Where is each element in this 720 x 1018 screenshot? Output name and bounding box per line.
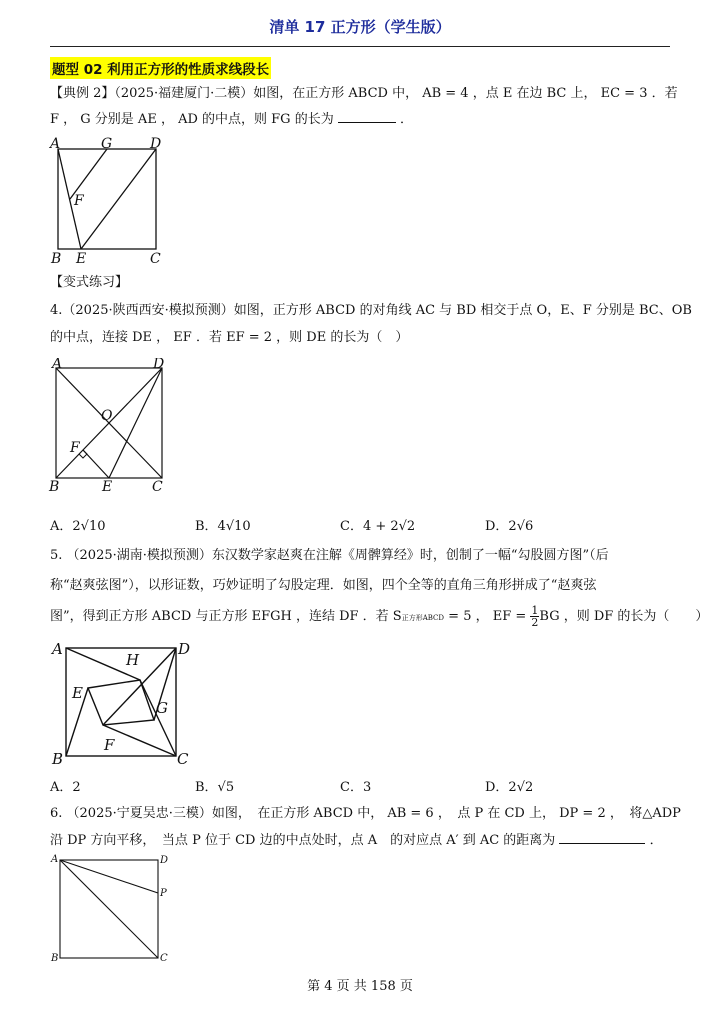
- variant-practice-label: 【变式练习】: [50, 275, 129, 290]
- q6-text-line-2: [50, 830, 672, 851]
- q6-text-line-1: 6. （2025·宁夏吴忠·三模）如图， 在正方形 ABCD 中， AB = 6 ， 点 P 在 CD 上， DP = 2 ， 将△ADP: [50, 806, 681, 821]
- q4-option-d[interactable]: D．2√6: [485, 519, 534, 534]
- q5-option-d[interactable]: D．2√2: [485, 780, 534, 795]
- label-c: C: [150, 251, 161, 266]
- q4-label-e: E: [102, 479, 113, 495]
- label-f: F: [74, 193, 84, 209]
- q4-text-line-1: 4.（2025·陕西西安·模拟预测）如图，正方形 ABCD 的对角线 AC 与 BD 相交于点 O，E、F 分别是 BC、OB: [50, 303, 692, 318]
- q6-line-2-text: 沿 DP 方向平移， 当点 P 位于 CD 边的中点处时，点 A 的对应点 A′ 到 AC 的距离为: [50, 833, 556, 848]
- q6-label-a: A: [51, 854, 59, 865]
- example-figure: [48, 134, 168, 266]
- label-a: A: [50, 136, 61, 152]
- q6-line-2-end: ．: [649, 833, 663, 848]
- q5-label-a: A: [52, 640, 63, 658]
- fraction-denominator: 2: [531, 616, 539, 629]
- document-header-title: 清单 17 正方形（学生版）: [269, 18, 451, 36]
- q6-figure: [48, 852, 176, 968]
- example-text-line-2: [50, 109, 672, 130]
- q4-text-line-2: 的中点，连接 DE ， EF ．若 EF = 2 ，则 DE 的长为（ ）: [50, 330, 409, 345]
- q5-label-e: E: [72, 684, 83, 702]
- q6-answer-blank: [559, 830, 645, 844]
- header-divider: [50, 46, 670, 47]
- q5-option-c[interactable]: C．3: [340, 780, 372, 795]
- q6-label-p: P: [160, 888, 167, 899]
- q5-line-3-mid: = 5 ， EF =: [444, 609, 531, 624]
- q5-option-b[interactable]: B．√5: [195, 780, 235, 795]
- q4-label-b: B: [49, 479, 60, 495]
- page-number-footer: 第 4 页 共 158 页: [307, 979, 413, 994]
- q5-label-b: B: [52, 750, 64, 768]
- right-angle-mark: [79, 450, 87, 458]
- q4-option-c[interactable]: C．4 + 2√2: [340, 519, 416, 534]
- q5-line-3-end: BG ，则 DF 的长为（ ）: [539, 609, 709, 624]
- label-e: E: [76, 251, 87, 266]
- q5-label-f: F: [104, 736, 115, 754]
- answer-blank: [338, 109, 396, 123]
- q5-line-3-text: 图”，得到正方形 ABCD 与正方形 EFGH ，连结 DF ．若 S: [50, 609, 402, 624]
- q5-option-a[interactable]: A．2: [50, 780, 81, 795]
- fraction-numerator: 1: [531, 604, 539, 617]
- q4-label-a: A: [52, 358, 63, 372]
- q5-label-h: H: [126, 651, 140, 669]
- q4-label-c: C: [152, 479, 163, 495]
- q4-label-f: F: [70, 440, 80, 456]
- q5-label-g: G: [156, 699, 168, 717]
- q5-text-line-2: 称“赵爽弦图”），以形证数，巧妙证明了勾股定理．如图，四个全等的直角三角形拼成了“赵爽弦: [50, 578, 597, 593]
- q4-label-o: O: [101, 408, 113, 424]
- q5-label-c: C: [177, 750, 189, 768]
- segment-hc: [140, 680, 176, 756]
- q6-label-c: C: [160, 953, 168, 964]
- segment-ed: [81, 149, 156, 249]
- q5-label-d: D: [178, 640, 191, 658]
- q5-figure: [46, 638, 194, 768]
- q6-label-b: B: [51, 953, 59, 964]
- label-g: G: [101, 136, 113, 152]
- q5-area-subscript: 正方形ABCD: [401, 614, 445, 622]
- label-d: D: [150, 136, 162, 152]
- square-abcd: [58, 149, 156, 249]
- example-text-line-1: 【典例 2】（2025·福建厦门·二模）如图，在正方形 ABCD 中， AB = 4 ，点 E 在边 BC 上， EC = 3 ．若: [50, 86, 678, 101]
- q4-option-a[interactable]: A．2√10: [50, 519, 106, 534]
- example-line-2-end: ．: [399, 112, 413, 127]
- q6-label-d: D: [160, 855, 169, 866]
- topic-heading: 题型 02 利用正方形的性质求线段长: [50, 57, 271, 79]
- q5-text-line-1: 5. （2025·湖南·模拟预测）东汉数学家赵爽在注解《周髀算经》时，创制了一幅“勾股圆方图”（后: [50, 548, 609, 563]
- q4-label-d: D: [153, 358, 165, 372]
- square-efgh: [88, 680, 154, 725]
- example-line-2-text: F ， G 分别是 AE ， AD 的中点，则 FG 的长为: [50, 112, 334, 127]
- label-b: B: [51, 251, 62, 266]
- diagonal-ac-q6: [60, 860, 158, 958]
- segment-ap: [60, 860, 158, 893]
- q5-text-line-3: [50, 604, 709, 629]
- segment-de: [109, 368, 162, 478]
- q4-option-b[interactable]: B．4√10: [195, 519, 251, 534]
- q4-figure: [46, 358, 172, 496]
- segment-fg: [70, 149, 107, 199]
